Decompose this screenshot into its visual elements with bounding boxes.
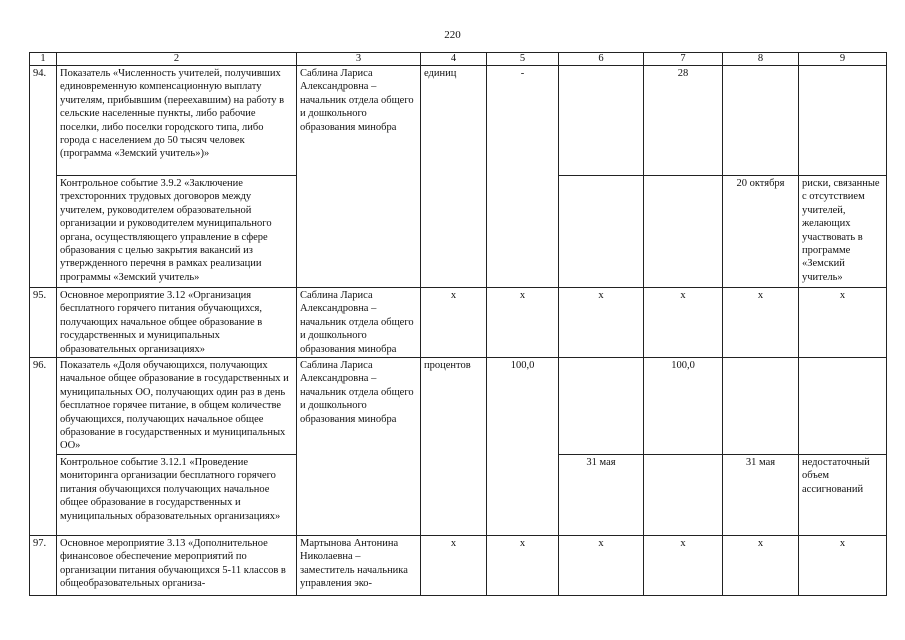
empty-cell bbox=[799, 66, 887, 176]
empty-cell bbox=[799, 358, 887, 455]
row-number: 94. bbox=[30, 66, 57, 288]
control-event-text: Контрольное событие 3.12.1 «Проведение мониторинга организации бесплатного горячего питания обучающихся получающих начальное общее образование в государственных и муниципальных образовательных организациях» bbox=[57, 454, 297, 535]
value-col7: 100,0 bbox=[644, 358, 723, 455]
x-mark: х bbox=[487, 288, 559, 358]
empty-cell bbox=[559, 358, 644, 455]
responsible-person: Мартынова Антонина Николаевна – заместитель начальника управления эко- bbox=[297, 535, 421, 595]
empty-cell bbox=[723, 358, 799, 455]
page-number: 220 bbox=[444, 29, 461, 41]
indicator-text: Основное мероприятие 3.13 «Дополнительное финансовое обеспечение мероприятий по организации питания обучающихся 5-11 классов в общеобразовательных организа- bbox=[57, 535, 297, 595]
header-cell: 1 bbox=[30, 53, 57, 66]
header-row bbox=[30, 53, 887, 66]
indicator-text: Основное мероприятие 3.12 «Организация бесплатного горячего питания обучающихся, получающих начальное общее образование в государственных и муниципальных образовательных организациях» bbox=[57, 288, 297, 358]
empty-cell bbox=[559, 66, 644, 176]
event-date: 31 мая bbox=[723, 454, 799, 535]
x-mark: х bbox=[421, 535, 487, 595]
empty-cell bbox=[723, 66, 799, 176]
empty-cell bbox=[559, 176, 644, 288]
value-col7: 28 bbox=[644, 66, 723, 176]
table-row bbox=[30, 358, 887, 455]
event-date: 20 октября bbox=[723, 176, 799, 288]
control-event-text: Контрольное событие 3.9.2 «Заключение трехсторонних трудовых договоров между учителем, руководителем образовательной организации и руководителем муниципального органа, осуществляющего управление в сфере образования с целью закрытия вакансий из утвержденного перечня в рамках реализации программы «Земский учитель» bbox=[57, 176, 297, 288]
empty-cell bbox=[644, 454, 723, 535]
header-cell: 8 bbox=[723, 53, 799, 66]
x-mark: х bbox=[723, 288, 799, 358]
row-number: 96. bbox=[30, 358, 57, 536]
value-col5: 100,0 bbox=[487, 358, 559, 536]
x-mark: х bbox=[559, 535, 644, 595]
row-number: 97. bbox=[30, 535, 57, 595]
x-mark: х bbox=[487, 535, 559, 595]
header-cell: 6 bbox=[559, 53, 644, 66]
value-col5: - bbox=[487, 66, 559, 288]
risk-text: риски, связанные с отсутствием учителей, желающих участвовать в программе «Земский учитель» bbox=[799, 176, 887, 288]
plan-table bbox=[29, 52, 887, 596]
x-mark: х bbox=[799, 288, 887, 358]
risk-text: недостаточный объем ассигнований bbox=[799, 454, 887, 535]
header-cell: 3 bbox=[297, 53, 421, 66]
x-mark: х bbox=[559, 288, 644, 358]
unit-cell: процентов bbox=[421, 358, 487, 536]
x-mark: х bbox=[799, 535, 887, 595]
header-cell: 4 bbox=[421, 53, 487, 66]
table-row bbox=[30, 535, 887, 595]
header-cell: 7 bbox=[644, 53, 723, 66]
table-row bbox=[30, 66, 887, 176]
table-row bbox=[30, 288, 887, 358]
indicator-text: Показатель «Численность учителей, получивших единовременную компенсационную выплату учителям, прибывшим (переехавшим) на работу в сельские населенные пункты, либо рабочие поселки, либо поселки городского типа, либо города с населением до 50 тысяч человек (программа «Земский учитель»)» bbox=[57, 66, 297, 176]
header-cell: 9 bbox=[799, 53, 887, 66]
empty-cell bbox=[644, 176, 723, 288]
event-date: 31 мая bbox=[559, 454, 644, 535]
row-number: 95. bbox=[30, 288, 57, 358]
header-cell: 2 bbox=[57, 53, 297, 66]
indicator-text: Показатель «Доля обучающихся, получающих начальное общее образование в государственных и муниципальных ОО, получающих один раз в день бесплатное горячее питание, в общем количестве обучающихся, получающих начальное общее образование в государственных и муниципальных ОО» bbox=[57, 358, 297, 455]
responsible-person: Саблина Лариса Александровна – начальник отдела общего и дошкольного образования минобра bbox=[297, 66, 421, 288]
unit-cell: единиц bbox=[421, 66, 487, 288]
x-mark: х bbox=[644, 288, 723, 358]
responsible-person: Саблина Лариса Александровна – начальник отдела общего и дошкольного образования минобра bbox=[297, 358, 421, 536]
x-mark: х bbox=[644, 535, 723, 595]
header-cell: 5 bbox=[487, 53, 559, 66]
x-mark: х bbox=[421, 288, 487, 358]
responsible-person: Саблина Лариса Александровна – начальник отдела общего и дошкольного образования минобра bbox=[297, 288, 421, 358]
x-mark: х bbox=[723, 535, 799, 595]
